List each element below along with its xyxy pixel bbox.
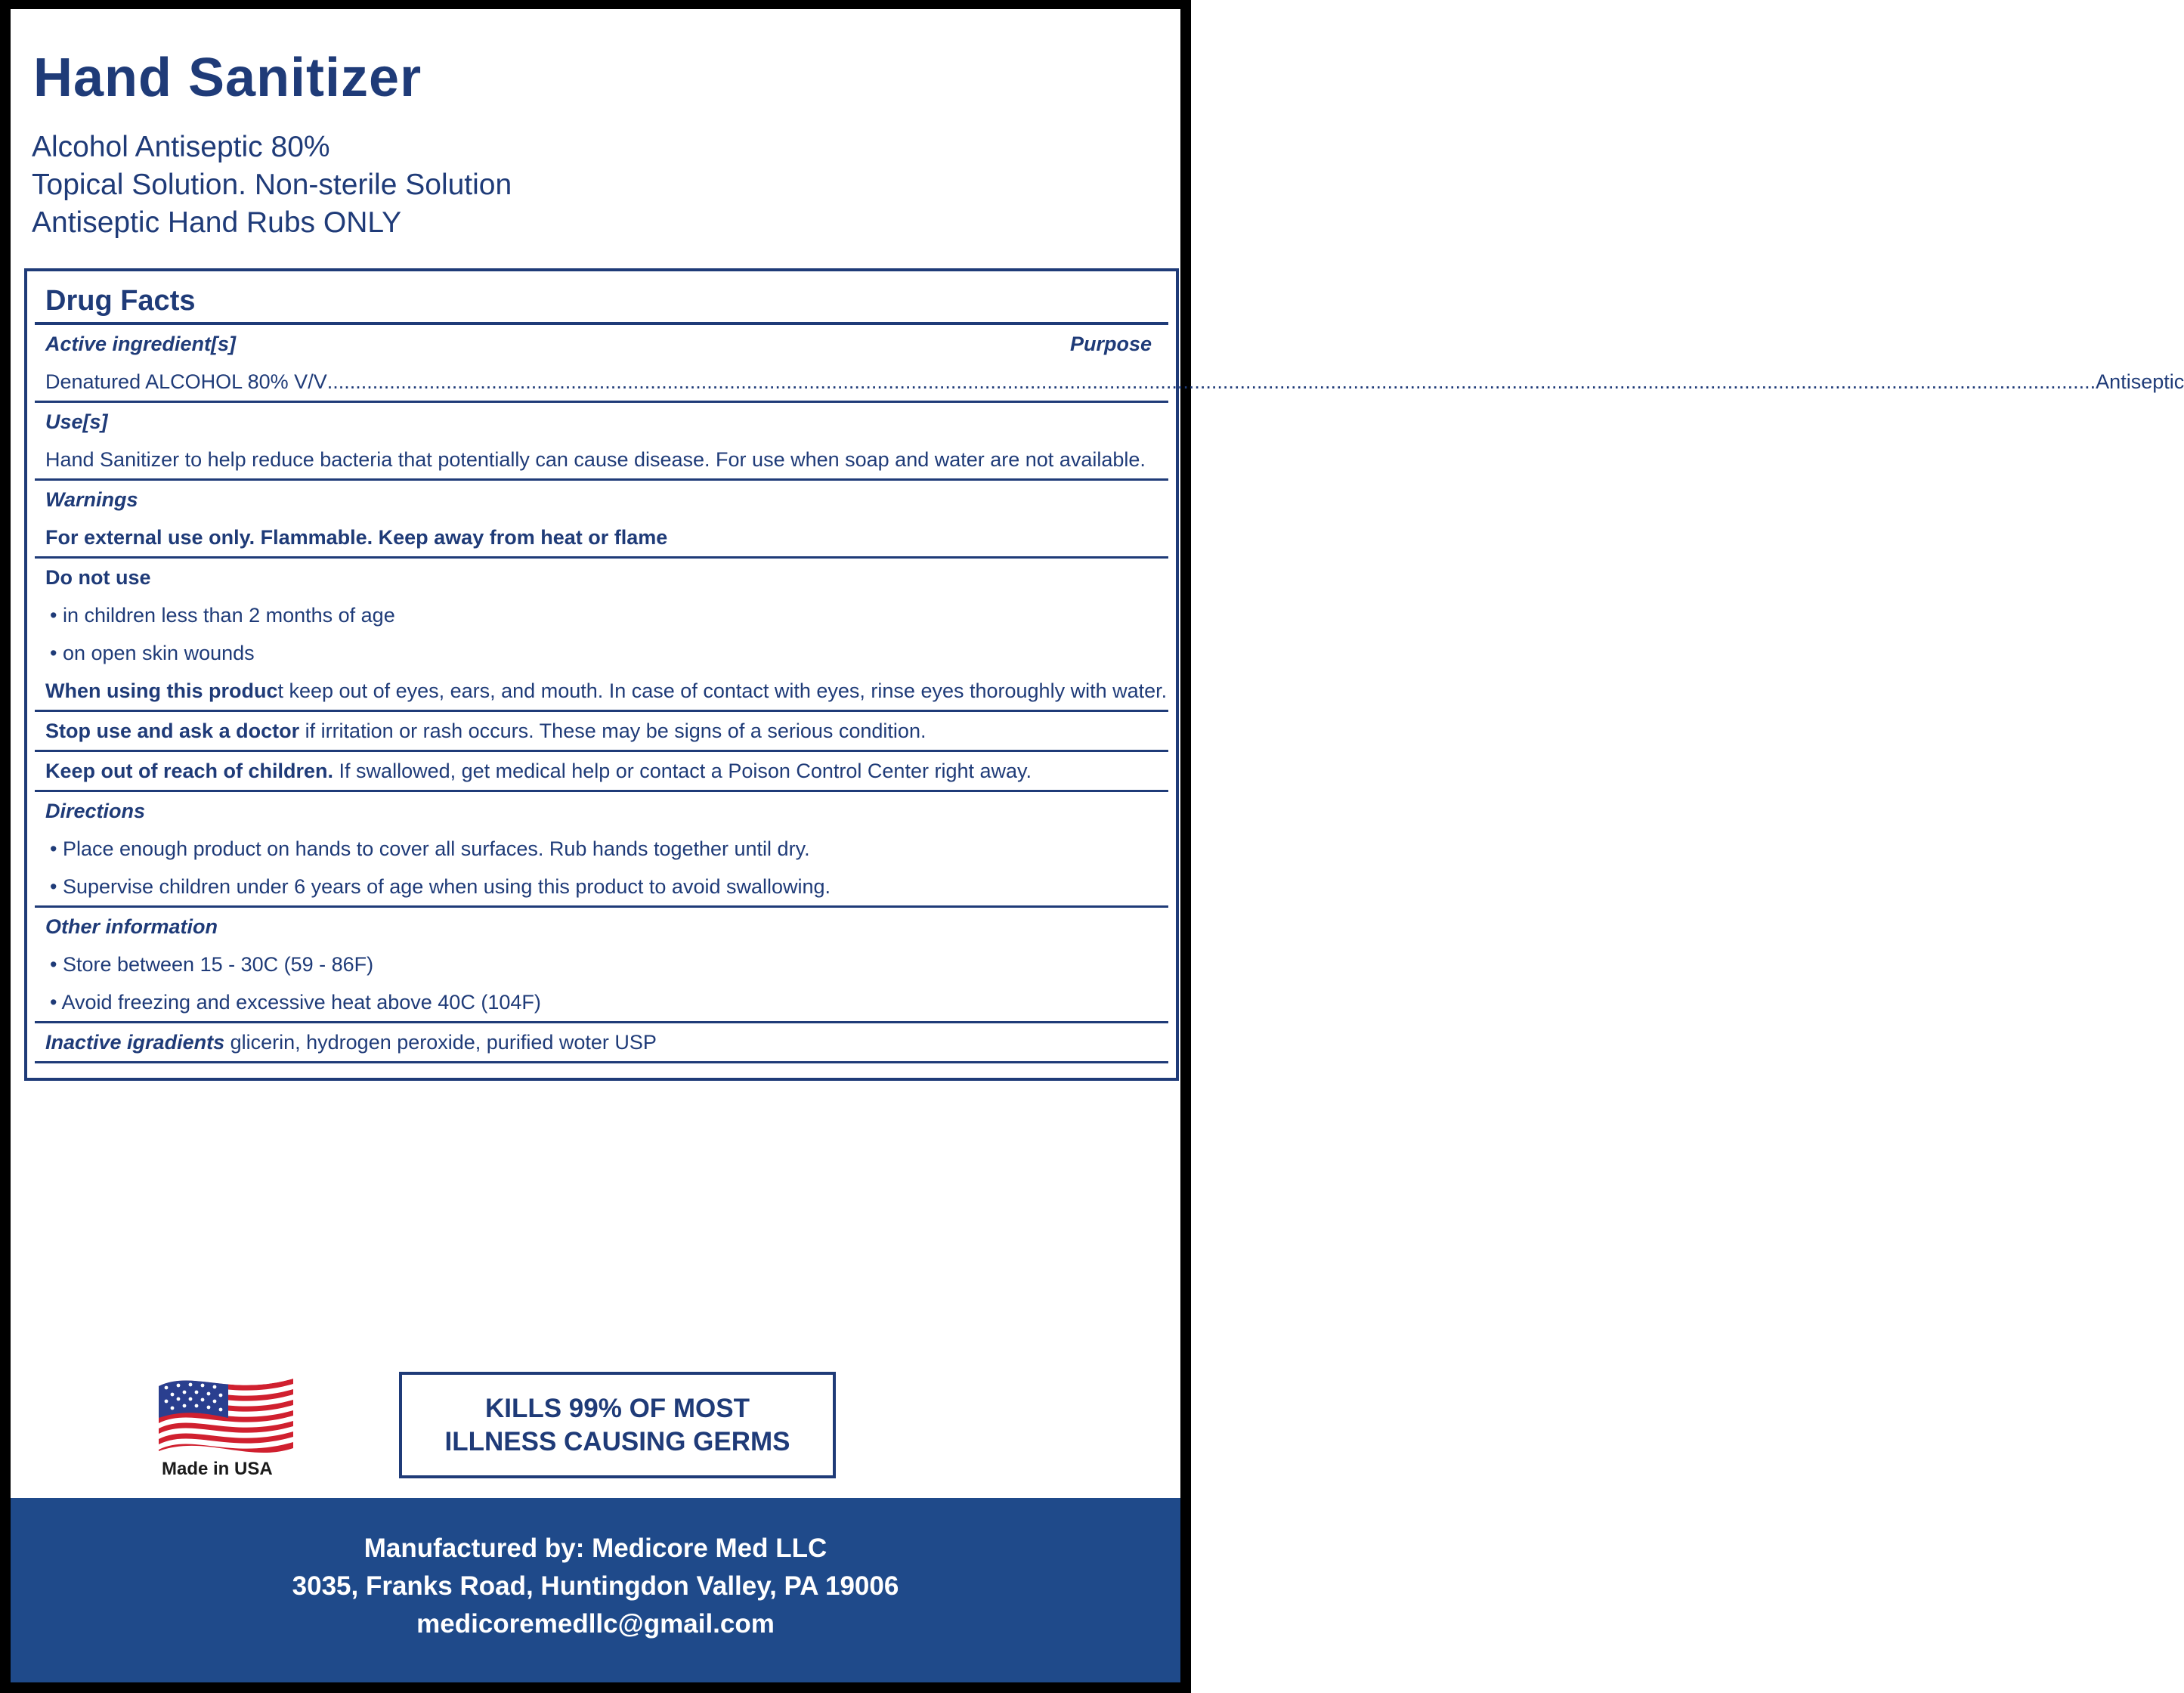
active-ingredient-section bbox=[35, 322, 2184, 401]
drug-facts-title: Drug Facts bbox=[45, 285, 196, 317]
list-item: • Supervise children under 6 years of age when using this product to avoid swallowing. bbox=[50, 875, 831, 898]
leader-dots: ........................................................................................................................................................................................................................................................................................................................ bbox=[326, 370, 2096, 393]
manufacturer-footer bbox=[11, 1498, 1180, 1682]
manufacturer-address: 3035, Franks Road, Huntingdon Valley, PA 19006 bbox=[292, 1571, 899, 1601]
purpose-heading: Purpose bbox=[1069, 333, 1152, 355]
list-item: • Avoid freezing and excessive heat above 40C (104F) bbox=[50, 991, 541, 1014]
directions-section bbox=[35, 790, 1168, 905]
when-using-row bbox=[35, 672, 1168, 710]
kills-line: KILLS 99% OF MOST bbox=[484, 1393, 750, 1423]
keep-out-text: If swallowed, get medical help or contact a Poison Control Center right away. bbox=[333, 760, 1032, 782]
frame-bottom-border bbox=[0, 1682, 1191, 1693]
uses-heading: Use[s] bbox=[45, 410, 108, 433]
do-not-use-heading: Do not use bbox=[45, 566, 151, 589]
subtitle-line: Topical Solution. Non-sterile Solution bbox=[32, 169, 512, 201]
uses-text: Hand Sanitizer to help reduce bacteria that potentially can cause disease. For use when soap and water are not available. bbox=[45, 448, 1146, 471]
when-using-heading: When using this produc bbox=[45, 679, 278, 702]
directions-heading: Directions bbox=[45, 800, 146, 822]
warnings-heading: Warnings bbox=[45, 488, 138, 511]
list-item: • Store between 15 - 30C (59 - 86F) bbox=[50, 953, 374, 976]
list-item: • on open skin wounds bbox=[50, 642, 255, 664]
active-ingredient-text: Denatured ALCOHOL 80% V/V bbox=[45, 370, 327, 393]
active-ingredient-heading: Active ingredient[s] bbox=[45, 333, 237, 355]
made-in-usa-badge bbox=[159, 1374, 299, 1480]
subtitle-line: Alcohol Antiseptic 80% bbox=[32, 131, 330, 163]
other-information-section bbox=[35, 905, 1168, 1021]
frame-right-border bbox=[1180, 0, 1191, 1693]
stop-use-text: if irritation or rash occurs. These may be signs of a serious condition. bbox=[299, 720, 926, 742]
product-subtitle bbox=[32, 128, 512, 242]
subtitle-line: Antiseptic Hand Rubs ONLY bbox=[32, 206, 402, 239]
frame-top-border bbox=[0, 0, 1191, 9]
purpose-text: Antiseptic bbox=[2096, 370, 2184, 393]
manufacturer-name: Manufactured by: Medicore Med LLC bbox=[363, 1534, 828, 1563]
facts-bottom-divider bbox=[35, 1061, 1168, 1095]
made-in-usa-caption: Made in USA bbox=[162, 1459, 273, 1479]
manufacturer-email: medicoremedllc@gmail.com bbox=[416, 1609, 775, 1639]
drug-facts-panel bbox=[24, 268, 2184, 1081]
us-flag-icon bbox=[159, 1374, 293, 1456]
stop-use-section bbox=[35, 710, 1168, 750]
list-item: • in children less than 2 months of age bbox=[50, 604, 395, 627]
kills-germs-box bbox=[399, 1372, 836, 1478]
other-information-heading: Other information bbox=[45, 915, 218, 938]
when-using-text: t keep out of eyes, ears, and mouth. In case of contact with eyes, rinse eyes thoroughly with water. bbox=[277, 679, 1168, 702]
frame-left-border bbox=[0, 0, 11, 1693]
do-not-use-section bbox=[35, 556, 1168, 710]
keep-out-section bbox=[35, 750, 1168, 790]
stop-use-heading: Stop use and ask a doctor bbox=[45, 720, 300, 742]
uses-section bbox=[35, 401, 1168, 478]
inactive-ingredients-section bbox=[35, 1021, 1168, 1061]
warnings-section bbox=[35, 478, 1168, 556]
inactive-ingredients-heading: Inactive igradients bbox=[45, 1031, 225, 1054]
list-item: • Place enough product on hands to cover all surfaces. Rub hands together until dry. bbox=[50, 837, 810, 860]
inactive-ingredients-text: glicerin, hydrogen peroxide, purified woter USP bbox=[224, 1031, 657, 1054]
kills-line: ILLNESS CAUSING GERMS bbox=[444, 1426, 790, 1456]
product-title: Hand Sanitizer bbox=[33, 48, 422, 108]
active-ingredient-row bbox=[35, 363, 2184, 401]
keep-out-heading: Keep out of reach of children. bbox=[45, 760, 334, 782]
warnings-text: For external use only. Flammable. Keep away from heat or flame bbox=[45, 526, 668, 549]
